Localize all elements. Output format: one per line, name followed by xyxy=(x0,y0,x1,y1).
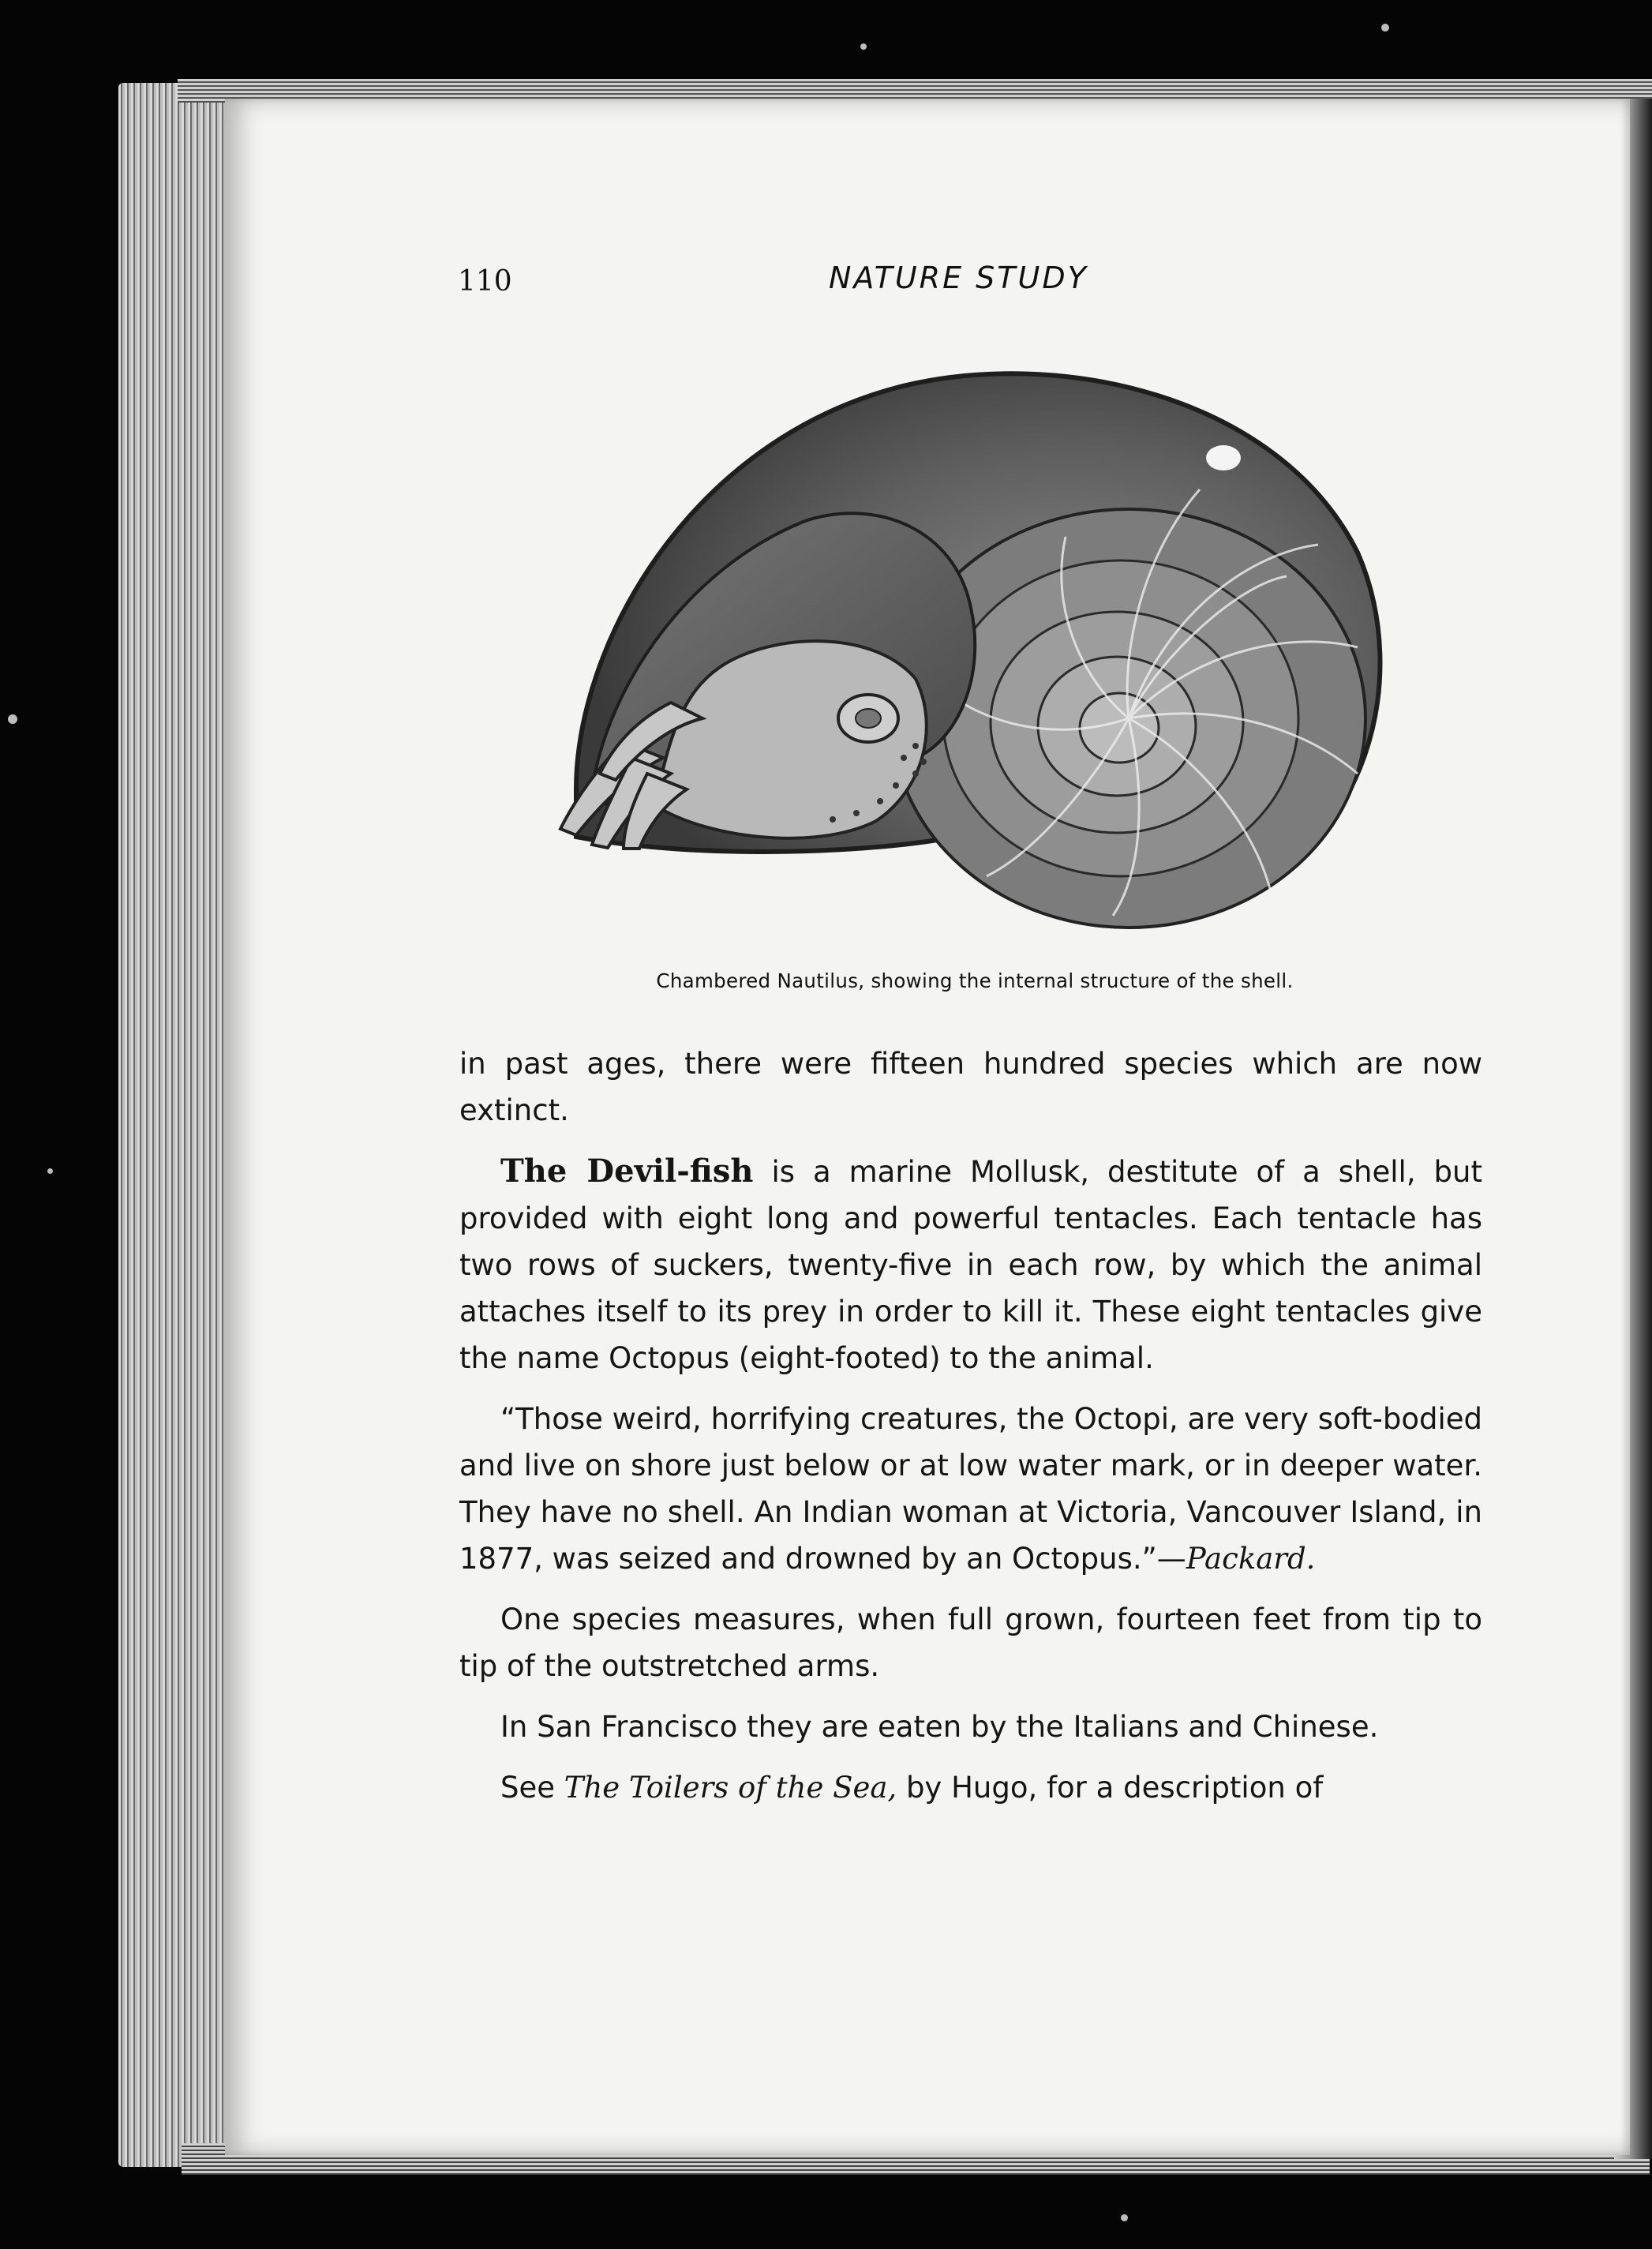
nautilus-drawing xyxy=(545,347,1413,947)
quote-text: “Those weird, horrifying creatures, the Octopi, are very soft-bodied and live on shore just below or at low water mark, or in deeper water. They have no shell. An Indian woman at Victoria, Vancouver Island, in 1877, was seized and drowned by an Octopus.”— xyxy=(459,1402,1482,1576)
paragraph-1 xyxy=(459,1040,1482,1134)
paragraph-quote xyxy=(459,1396,1482,1582)
paragraph-species-size xyxy=(459,1596,1482,1689)
paragraph-san-francisco-text: In San Francisco they are eaten by the Italians and Chinese. xyxy=(500,1710,1379,1744)
paragraph-toilers xyxy=(459,1764,1482,1811)
paragraph-devil-fish-text: is a marine Mollusk, destitute of a shell, but provided with eight long and powerful tentacles. Each tentacle has two rows of suckers, twenty-five in each row, by which the animal attaches itself to its prey in order to kill it. These eight tentacles give the name Octopus (eight-footed) to the animal. xyxy=(459,1155,1482,1375)
scan-speck xyxy=(47,1168,53,1174)
paragraph-toilers-b: by Hugo, for a description of xyxy=(897,1771,1324,1805)
page-number: 110 xyxy=(458,265,512,298)
paragraph-san-francisco xyxy=(459,1704,1482,1750)
figure-caption: Chambered Nautilus, showing the internal structure of the shell. xyxy=(656,969,1294,992)
nautilus-illustration xyxy=(545,347,1413,947)
running-title: NATURE STUDY xyxy=(829,261,1088,295)
scan-speck xyxy=(8,714,17,724)
body-text xyxy=(459,1040,1482,1825)
paragraph-species-size-text: One species measures, when full grown, fourteen feet from tip to tip of the outstretched arms. xyxy=(459,1602,1482,1683)
book-page-edges xyxy=(118,83,237,2167)
book-title-toilers: The Toilers of the Sea, xyxy=(564,1771,897,1805)
paragraph-1-text: in past ages, there were fifteen hundred species which are now extinct. xyxy=(459,1047,1482,1127)
lead-term-devil-fish: The Devil-fish xyxy=(500,1153,754,1190)
quote-attribution: Packard. xyxy=(1186,1542,1316,1576)
running-head xyxy=(458,261,1484,308)
scan-speck xyxy=(1381,24,1389,32)
paragraph-devil-fish xyxy=(459,1148,1482,1381)
scan-speck xyxy=(860,43,867,50)
scan-speck xyxy=(1121,2214,1128,2221)
paragraph-toilers-a: See xyxy=(500,1771,564,1805)
